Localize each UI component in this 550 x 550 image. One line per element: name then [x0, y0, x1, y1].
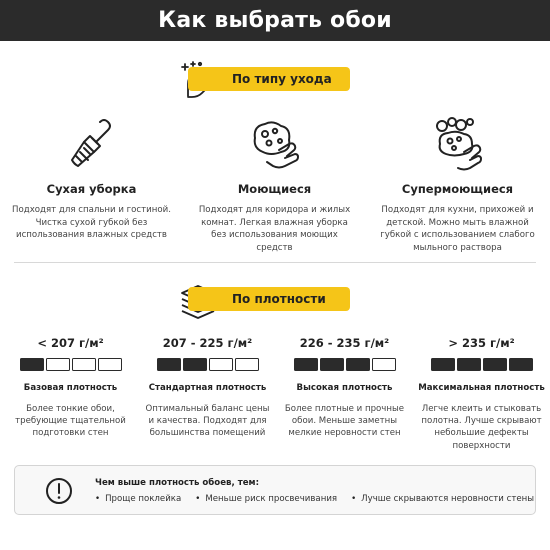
density-bar-segment	[509, 358, 533, 371]
density-value: > 235 г/м²	[448, 336, 515, 350]
section-divider	[14, 262, 536, 263]
density-bar-segment	[72, 358, 96, 371]
density-meter	[431, 358, 533, 371]
sponge-foam-icon	[426, 112, 490, 176]
care-item-description: Подходят для коридора и жилых комнат. Легкая влажная уборка без использования моющих средств	[198, 205, 351, 253]
density-meter	[20, 358, 122, 371]
note-list	[95, 494, 534, 504]
note-item: • Проще поклейка	[95, 494, 181, 504]
density-bar-segment	[457, 358, 481, 371]
density-bar-segment	[320, 358, 344, 371]
note-item: • Лучше скрываются неровности стены	[351, 494, 534, 504]
density-value: < 207 г/м²	[37, 336, 104, 350]
care-item-title: Супермоющиеся	[401, 182, 514, 196]
density-item-basic	[2, 336, 139, 440]
care-item-dry	[0, 112, 183, 242]
care-item-superwashable	[366, 112, 549, 254]
density-title: Стандартная плотность	[148, 383, 267, 393]
density-bar-segment	[372, 358, 396, 371]
page-header	[0, 0, 550, 41]
density-bar-segment	[483, 358, 507, 371]
density-description: Более тонкие обои, требующие тщательной подготовки стен	[15, 404, 126, 439]
density-bar-segment	[294, 358, 318, 371]
density-bar-segment	[431, 358, 455, 371]
density-value: 207 - 225 г/м²	[162, 336, 253, 350]
care-item-title: Сухая уборка	[46, 182, 137, 196]
density-meter	[294, 358, 396, 371]
density-bar-segment	[20, 358, 44, 371]
density-bar-segment	[157, 358, 181, 371]
density-title: Высокая плотность	[296, 383, 393, 393]
density-note	[14, 465, 536, 515]
note-title: Чем выше плотность обоев, тем:	[95, 478, 260, 488]
density-bar-segment	[98, 358, 122, 371]
density-description: Оптимальный баланс цены и качества. Подходят для большинства помещений	[145, 404, 270, 439]
density-value: 226 - 235 г/м²	[299, 336, 390, 350]
note-item: • Меньше риск просвечивания	[195, 494, 337, 504]
care-item-description: Подходят для спальни и гостиной. Чистка сухой губкой без использования влажных средств	[12, 205, 171, 240]
density-bar-segment	[235, 358, 259, 371]
density-meter	[157, 358, 259, 371]
density-bar-segment	[346, 358, 370, 371]
density-section-label: По плотности	[232, 292, 326, 306]
exclamation-circle-icon	[45, 477, 73, 505]
density-bar-segment	[183, 358, 207, 371]
density-title: Максимальная плотность	[418, 383, 545, 393]
care-section-pill	[188, 67, 350, 91]
density-title: Базовая плотность	[23, 383, 118, 393]
density-item-high	[276, 336, 413, 440]
density-bar-segment	[209, 358, 233, 371]
density-section-pill	[188, 287, 350, 311]
density-description: Легче клеить и стыковать полотна. Лучше скрывают небольшие дефекты поверхности	[421, 404, 542, 451]
sponge-hand-icon	[243, 112, 307, 176]
care-item-washable	[183, 112, 366, 254]
page-title: Как выбрать обои	[158, 8, 392, 33]
density-bar-segment	[46, 358, 70, 371]
care-section-label: По типу ухода	[232, 72, 332, 86]
care-item-description: Подходят для кухни, прихожей и детской. Можно мыть влажной губкой с использованием слабого мыльного раствора	[380, 205, 535, 253]
density-item-standard	[139, 336, 276, 440]
density-description: Более плотные и прочные обои. Меньше заметны мелкие неровности стен	[284, 404, 405, 439]
care-item-title: Моющиеся	[237, 182, 312, 196]
brush-icon	[60, 112, 124, 176]
density-item-max	[413, 336, 550, 452]
